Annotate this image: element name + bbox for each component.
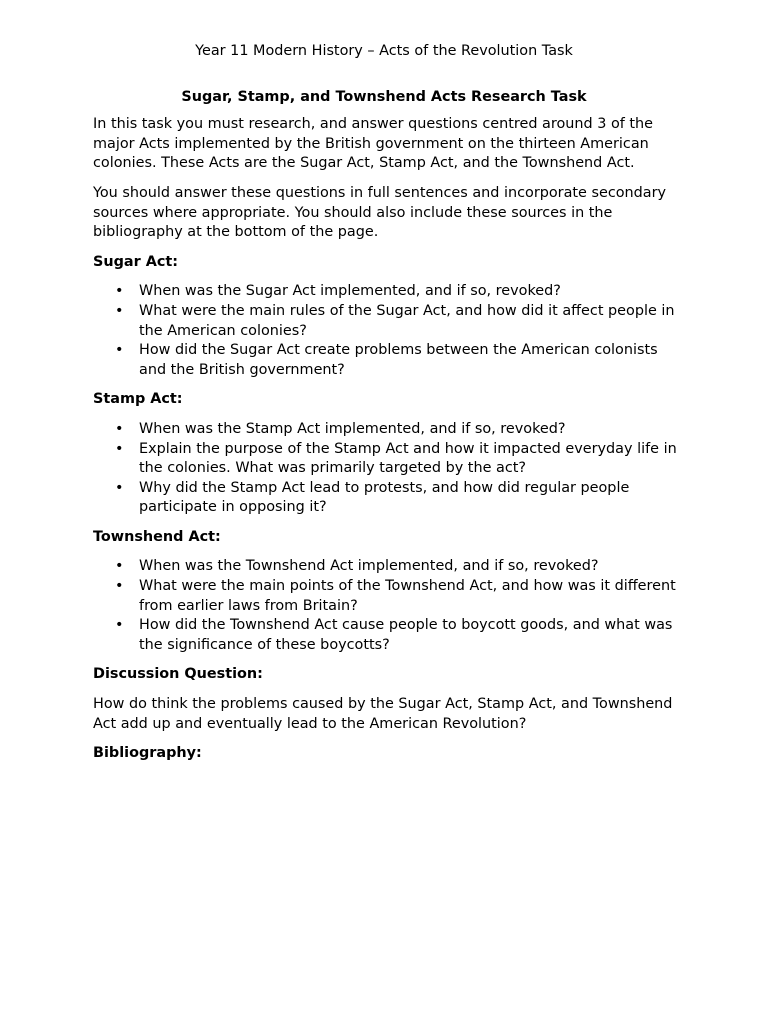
section-sugar-act — [93, 253, 683, 381]
question-item: • How did the Sugar Act create problems between the American colonists and the British government? — [93, 341, 683, 380]
section-bibliography — [93, 744, 683, 764]
document-title: Sugar, Stamp, and Townshend Acts Research Task — [181, 88, 587, 105]
section-heading: Sugar Act: — [93, 253, 179, 270]
question-list — [93, 557, 683, 655]
section-heading: Discussion Question: — [93, 666, 263, 683]
document-page — [93, 42, 683, 774]
question-item: • How did the Townshend Act cause people to boycott goods, and what was the significance of these boycotts? — [93, 616, 683, 655]
document-header: Year 11 Modern History – Acts of the Revolution Task — [195, 43, 573, 59]
intro-paragraph: You should answer these questions in full sentences and incorporate secondary sources where appropriate. You should also include these sources in the bibliography at the bottom of the page. — [93, 184, 667, 241]
question-item: • Explain the purpose of the Stamp Act and how it impacted everyday life in the colonies. What was primarily targeted by the act? — [93, 440, 683, 479]
section-heading: Townshend Act: — [93, 528, 221, 545]
question-list — [93, 420, 683, 518]
section-heading: Stamp Act: — [93, 391, 183, 408]
question-item: • What were the main rules of the Sugar Act, and how did it affect people in the American colonies? — [93, 302, 683, 341]
section-townshend-act — [93, 528, 683, 656]
intro-paragraph: In this task you must research, and answer questions centred around 3 of the major Acts implemented by the British government on the thirteen American colonies. These Acts are the Sugar Act, Stamp Act, and the Townshend Act. — [93, 116, 654, 172]
question-list — [93, 282, 683, 380]
bibliography-heading: Bibliography: — [93, 745, 202, 762]
question-item: • When was the Stamp Act implemented, and if so, revoked? — [93, 420, 683, 440]
section-stamp-act — [93, 390, 683, 518]
discussion-question: How do think the problems caused by the Sugar Act, Stamp Act, and Townshend Act add up and eventually lead to the American Revolution? — [93, 696, 673, 732]
question-item: • What were the main points of the Townshend Act, and how was it different from earlier laws from Britain? — [93, 577, 683, 616]
question-item: • When was the Sugar Act implemented, and if so, revoked? — [93, 282, 683, 302]
question-item: • Why did the Stamp Act lead to protests, and how did regular people participate in opposing it? — [93, 479, 683, 518]
question-item: • When was the Townshend Act implemented, and if so, revoked? — [93, 557, 683, 577]
section-discussion — [93, 665, 683, 734]
